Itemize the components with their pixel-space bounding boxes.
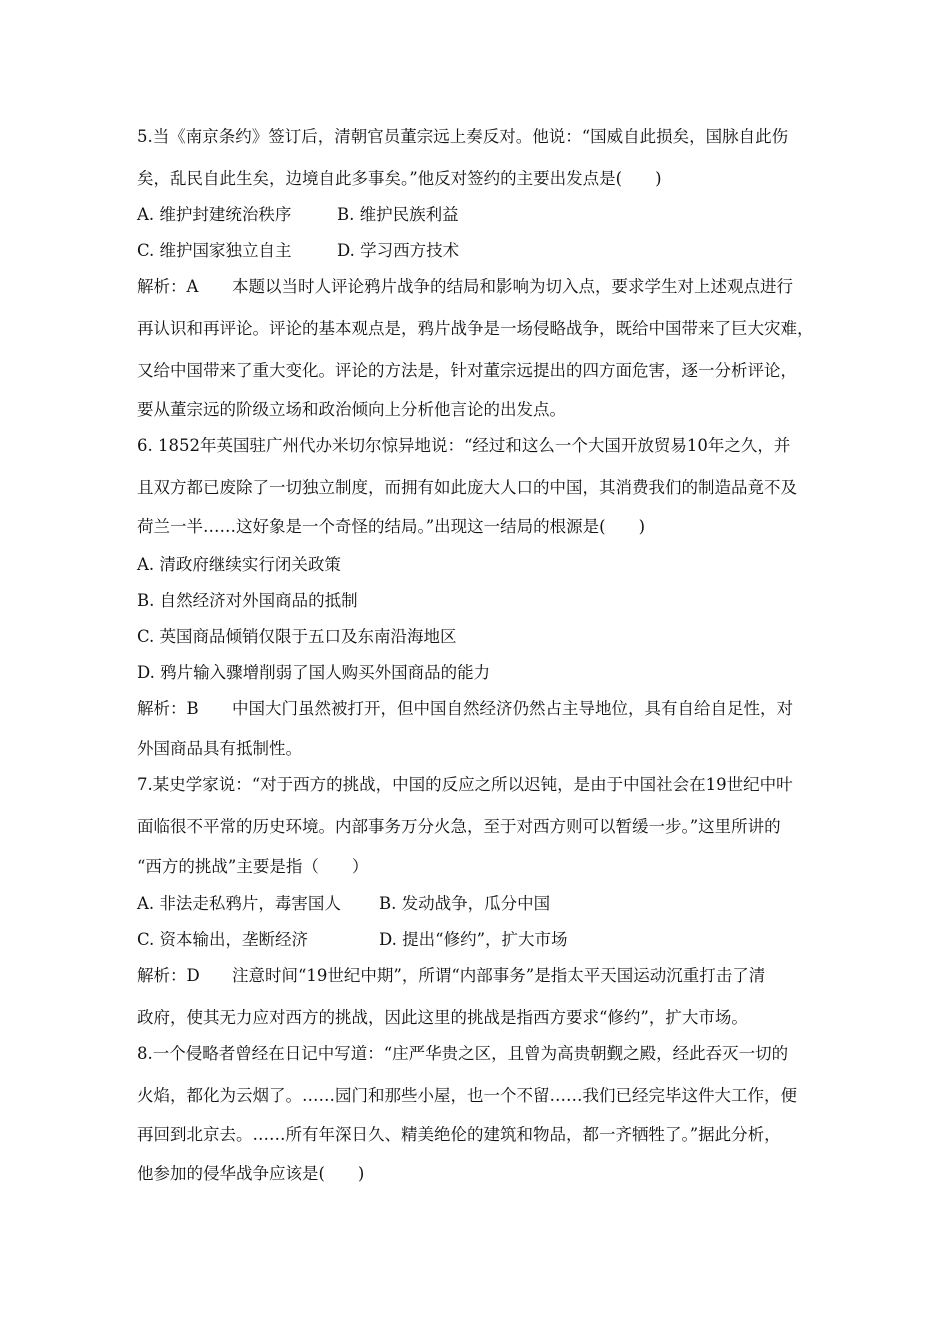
q5-analysis-line-1: 本题以当时人评论鸦片战争的结局和影响为切入点，要求学生对上述观点进行 xyxy=(232,277,793,296)
q5-stem-line-1: 5.当《南京条约》签订后，清朝官员董宗远上奏反对。他说：“国威自此损矣，国脉自此伤 xyxy=(137,127,789,146)
q6-option-c: C. 英国商品倾销仅限于五口及东南沿海地区 xyxy=(137,627,457,646)
q6-option-a: A. 清政府继续实行闭关政策 xyxy=(137,555,341,574)
q7-option-d: D. 提出“修约”，扩大市场 xyxy=(379,930,568,949)
q6-stem-line-1: 6. 1852年英国驻广州代办米切尔惊异地说：“经过和这么一个大国开放贸易10年之久，并 xyxy=(137,436,791,455)
q8-stem-line-3: 再回到北京去。……所有年深日久、精美绝伦的建筑和物品，都一齐牺牲了。”据此分析， xyxy=(137,1125,781,1144)
q7-analysis-label: 解析：D xyxy=(137,966,200,985)
q8-stem-line-4: 他参加的侵华战争应该是( ) xyxy=(137,1164,365,1183)
q6-stem-line-3: 荷兰一半……这好象是一个奇怪的结局。”出现这一结局的根源是( ) xyxy=(137,517,646,536)
q5-option-c: C. 维护国家独立自主 xyxy=(137,241,292,260)
q6-option-b: B. 自然经济对外国商品的抵制 xyxy=(137,591,358,610)
q5-option-a: A. 维护封建统治秩序 xyxy=(137,205,292,224)
q6-stem-line-2: 且双方都已废除了一切独立制度，而拥有如此庞大人口的中国，其消费我们的制造品竟不及 xyxy=(137,478,797,497)
q6-analysis-label: 解析：B xyxy=(137,699,199,718)
q6-analysis-line-2: 外国商品具有抵制性。 xyxy=(137,739,302,758)
q7-stem-line-1: 7.某史学家说：“对于西方的挑战，中国的反应之所以迟钝，是由于中国社会在19世纪中叶 xyxy=(137,775,793,794)
q5-stem-line-2: 矣，乱民自此生矣，边境自此多事矣。”他反对签约的主要出发点是( ) xyxy=(137,169,662,188)
q5-analysis-line-3: 又给中国带来了重大变化。评论的方法是，针对董宗远提出的四方面危害，逐一分析评论， xyxy=(137,361,797,380)
q6-analysis-line-1: 中国大门虽然被打开，但中国自然经济仍然占主导地位，具有自给自足性，对 xyxy=(232,699,793,718)
q8-stem-line-2: 火焰，都化为云烟了。……园门和那些小屋，也一个不留……我们已经完毕这件大工作，便 xyxy=(137,1086,797,1105)
q7-analysis-line-1: 注意时间“19世纪中期”，所谓“内部事务”是指太平天国运动沉重打击了清 xyxy=(232,966,766,985)
q5-option-b: B. 维护民族利益 xyxy=(337,205,459,224)
q8-stem-line-1: 8.一个侵略者曾经在日记中写道：“庄严华贵之区，且曾为高贵朝觐之殿，经此吞灭一切的 xyxy=(137,1044,789,1063)
q5-analysis-line-4: 要从董宗远的阶级立场和政治倾向上分析他言论的出发点。 xyxy=(137,400,566,419)
q7-option-a: A. 非法走私鸦片，毒害国人 xyxy=(137,894,341,913)
q7-stem-line-2: 面临很不平常的历史环境。内部事务万分火急，至于对西方则可以暂缓一步。”这里所讲的 xyxy=(137,817,781,836)
q7-option-c: C. 资本输出，垄断经济 xyxy=(137,930,309,949)
q5-analysis-line-2: 再认识和再评论。评论的基本观点是，鸦片战争是一场侵略战争，既给中国带来了巨大灾难， xyxy=(137,319,814,338)
q5-option-d: D. 学习西方技术 xyxy=(337,241,460,260)
q5-analysis-label: 解析：A xyxy=(137,277,199,296)
q7-option-b: B. 发动战争，瓜分中国 xyxy=(379,894,551,913)
q7-stem-line-3: “西方的挑战”主要是指（ ） xyxy=(137,857,369,876)
q6-option-d: D. 鸦片输入骤增削弱了国人购买外国商品的能力 xyxy=(137,663,491,682)
q7-analysis-line-2: 政府，使其无力应对西方的挑战，因此这里的挑战是指西方要求“修约”，扩大市场。 xyxy=(137,1008,748,1027)
